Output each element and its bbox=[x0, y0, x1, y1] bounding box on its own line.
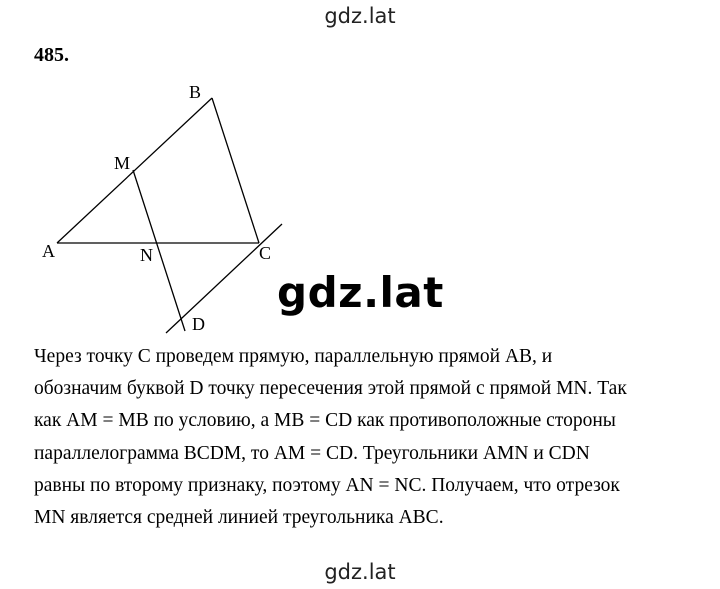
label-c: C bbox=[259, 243, 272, 263]
watermark-top: gdz.lat bbox=[324, 4, 396, 28]
problem-number: 485. bbox=[34, 44, 69, 66]
label-n: N bbox=[140, 245, 153, 265]
solution-line: Через точку C проведем прямую, параллельную прямой AB, и bbox=[34, 346, 553, 367]
label-m: M bbox=[114, 153, 131, 173]
segment-bc bbox=[212, 98, 259, 243]
line-through-c bbox=[166, 224, 282, 333]
solution-text bbox=[34, 341, 694, 534]
watermark-bottom: gdz.lat bbox=[324, 560, 396, 584]
solution-line: MN является средней линией треугольника ABC. bbox=[34, 507, 444, 529]
solution-line: параллелограмма BCDM, то AM = CD. Треугольники AMN и CDN bbox=[34, 442, 590, 464]
label-a: A bbox=[42, 241, 55, 261]
watermark-center: gdz.lat bbox=[277, 268, 444, 317]
label-b: B bbox=[189, 82, 202, 102]
label-d: D bbox=[192, 314, 205, 334]
solution-line: обозначим буквой D точку пересечения этой прямой с прямой MN. Так bbox=[34, 378, 627, 400]
solution-line: как AM = MB по условию, а MB = CD как противоположные стороны bbox=[34, 410, 616, 432]
segment-ab bbox=[57, 98, 212, 243]
solution-line: равны по второму признаку, поэтому AN = NC. Получаем, что отрезок bbox=[34, 474, 620, 496]
